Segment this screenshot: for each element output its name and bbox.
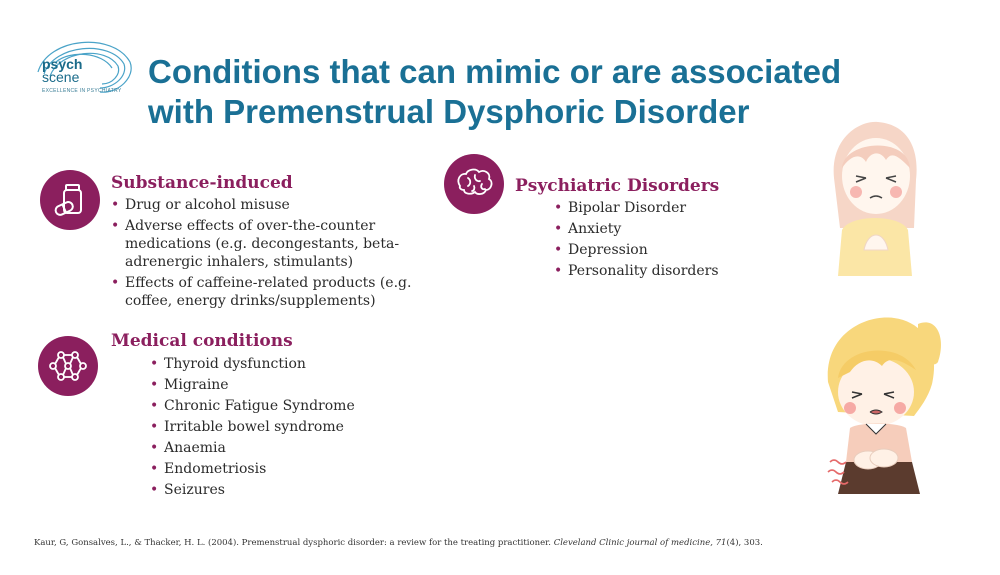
list-item: • Seizures (150, 481, 410, 499)
medicine-bottle-pills-icon (40, 170, 100, 230)
citation-journal: Cleveland Clinic journal of medicine, (553, 538, 713, 548)
psychiatric-heading: Psychiatric Disorders (515, 176, 720, 196)
substance-list (111, 196, 456, 313)
list-item: • Personality disorders (554, 262, 754, 280)
psychiatric-list (554, 199, 754, 283)
brain-icon (444, 154, 504, 214)
title-line2: with Premenstrual Dysphoric Disorder (148, 93, 750, 130)
medical-heading: Medical conditions (111, 331, 293, 351)
list-item: • Effects of caffeine-related products (e.g. coffee, energy drinks/supplements) (111, 274, 456, 310)
list-item: • Drug or alcohol misuse (111, 196, 456, 214)
logo-text (42, 58, 122, 98)
list-item: • Anaemia (150, 439, 410, 457)
list-item: • Anxiety (554, 220, 754, 238)
list-item: • Bipolar Disorder (554, 199, 754, 217)
title-line1: Conditions that can mimic or are associated (148, 53, 842, 90)
list-item: • Depression (554, 241, 754, 259)
list-item: • Irritable bowel syndrome (150, 418, 410, 436)
molecule-network-icon (38, 336, 98, 396)
citation (34, 538, 763, 548)
list-item: • Migraine (150, 376, 410, 394)
list-item: • Adverse effects of over-the-counter medications (e.g. decongestants, beta-adrenergic inhalers, stimulants) (111, 217, 456, 271)
citation-authors: Kaur, G, Gonsalves, L., & Thacker, H. L. (2004). Premenstrual dysphoric disorder: a review for the treating practitioner. (34, 538, 551, 548)
logo-tagline: EXCELLENCE IN PSYCHIATRY (42, 88, 122, 94)
citation-issue-pages: (4), 303. (726, 538, 763, 548)
logo-line1: psych (42, 56, 83, 72)
citation-volume: 71 (715, 538, 727, 548)
medical-list (150, 355, 410, 502)
substance-heading: Substance-induced (111, 173, 293, 193)
list-item: • Endometriosis (150, 460, 410, 478)
list-item: • Chronic Fatigue Syndrome (150, 397, 410, 415)
logo-line2: scene (42, 69, 80, 85)
woman-with-abdominal-pain-illustration (820, 312, 950, 500)
page-title (148, 52, 928, 132)
distressed-woman-illustration (820, 118, 930, 278)
list-item: • Thyroid dysfunction (150, 355, 410, 373)
